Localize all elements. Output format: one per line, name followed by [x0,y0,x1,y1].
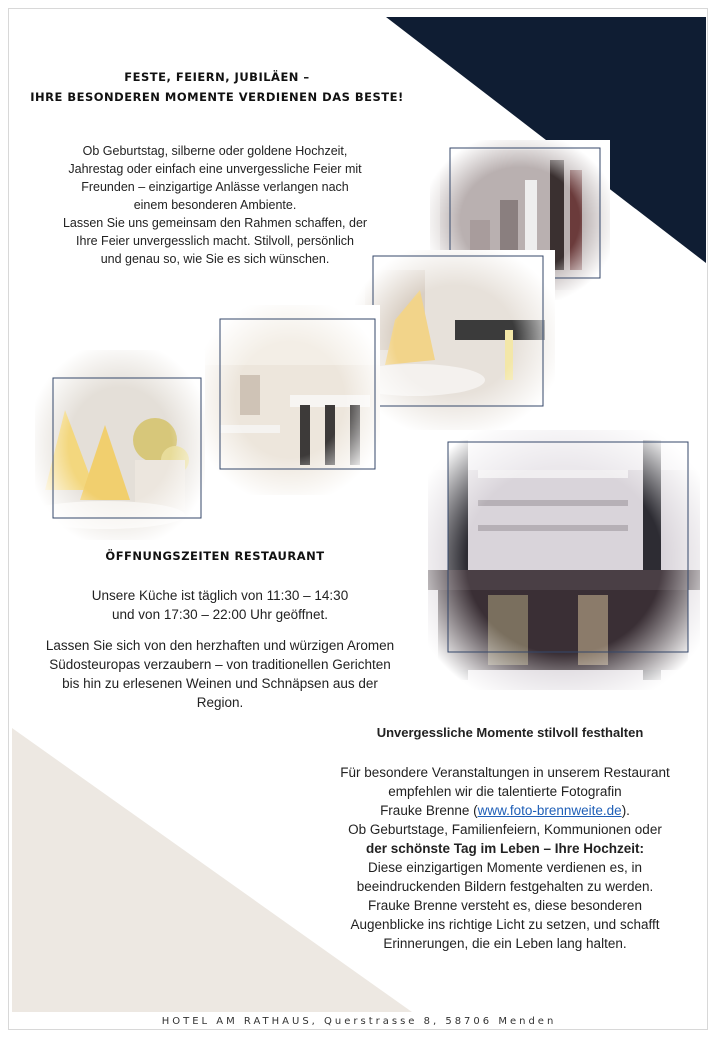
party-heading-line1: FESTE, FEIERN, JUBILÄEN – [124,70,310,84]
opening-hours-text: Unsere Küche ist täglich von 11:30 – 14:30 und von 17:30 – 22:00 Uhr geöffnet. [91,588,349,622]
bar-counter-photo [428,430,700,690]
party-heading-line2: IHRE BESONDEREN MOMENTE VERDIENEN DAS BESTE! [30,90,404,104]
photographer-link[interactable]: www.foto-brennweite.de [477,803,622,818]
table-napkin-photo [355,250,555,430]
opening-hours-heading: ÖFFNUNGSZEITEN RESTAURANT [105,549,325,563]
flowers-table-photo [35,350,205,540]
party-paragraph: Ob Geburtstag, silberne oder goldene Hochzeit, Jahrestag oder einfach eine unvergessliche Feier mit Freunden – einzigartige Anlässe verlangen nach einem besonderen Ambiente. Lassen Sie uns gemeinsam den Rahmen schaffen, der Ihre Feier unvergesslich macht. Stilvoll, persönlich und genau so, wie Sie es sich wünschen. [62,144,368,266]
photographer-paragraph: Für besondere Veranstaltungen in unserem Restaurant empfehlen wir die talentierte Fotografin Frauke Brenne (www.foto-brennweite.de). Ob Geburtstage, Familienfeiern, Kommunionen oder der schönste Tag im Leben – Ihre Hochzeit: Diese einzigartigen Momente verdienen es, in beeindruckenden Bildern festgehalten zu werden. Frauke Brenne versteht es, diese besonderen Augenblicke ins richtige Licht zu setzen, und schafft Erinnerungen, die ein Leben lang halten. [340,765,670,951]
dining-room-photo [200,305,380,495]
photographer-heading: Unvergessliche Momente stilvoll festhalten [376,725,644,740]
cuisine-paragraph: Lassen Sie sich von den herzhaften und würzigen Aromen Südosteuropas verzaubern – von traditionellen Gerichten bis hin zu erlesenen Weinen und Schnäpsen aus der Region. [45,638,395,710]
footer-address: HOTEL AM RATHAUS, Querstrasse 8, 58706 Menden [161,1016,557,1027]
